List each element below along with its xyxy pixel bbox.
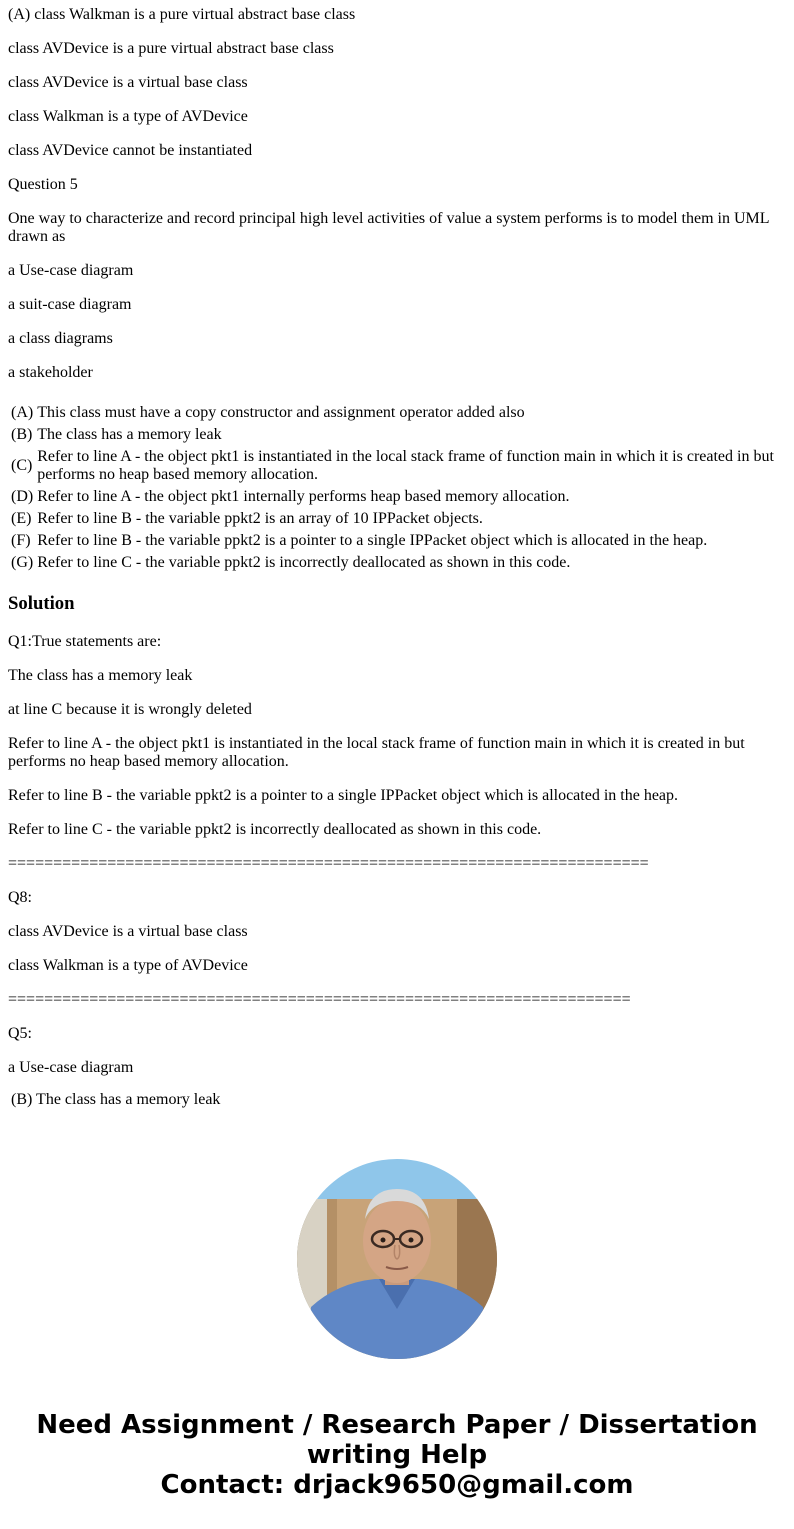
q8-option-c: class AVDevice is a virtual base class [8, 74, 248, 91]
q1-option-row [10, 531, 784, 551]
q1-option-label: (F) [11, 532, 31, 549]
q1-answer-5: Refer to line C - the variable ppkt2 is incorrectly deallocated as shown in this code. [8, 821, 542, 838]
q1-option-text: This class must have a copy constructor and assignment operator added also [37, 404, 525, 421]
q1-option-row [10, 509, 784, 529]
q5-answer-header: Q5: [8, 1025, 32, 1042]
q8-option-d: class Walkman is a type of AVDevice [8, 108, 248, 125]
q1-answer-2: at line C because it is wrongly deleted [8, 701, 252, 718]
q1-option-label: (D) [11, 488, 34, 505]
separator-line: ===================================================================== [8, 991, 631, 1008]
trailing-answer: (B) The class has a memory leak [11, 1091, 221, 1108]
author-portrait-image [297, 1159, 497, 1359]
q1-option-row [10, 487, 784, 507]
q5-option-1: a Use-case diagram [8, 262, 134, 279]
q8-answer-2: class Walkman is a type of AVDevice [8, 957, 248, 974]
q1-answer-3: Refer to line A - the object pkt1 is instantiated in the local stack frame of function main in which it is created in but performs no heap based memory allocation. [8, 735, 745, 770]
q1-answer-1: The class has a memory leak [8, 667, 193, 684]
q1-option-text: Refer to line B - the variable ppkt2 is an array of 10 IPPacket objects. [37, 510, 483, 527]
q1-option-text: Refer to line A - the object pkt1 is instantiated in the local stack frame of function main in which it is created in but performs no heap based memory allocation. [37, 448, 774, 483]
q1-option-row [10, 425, 784, 445]
separator-line: ======================================================================= [8, 855, 649, 872]
q8-option-a: (A) class Walkman is a pure virtual abstract base class [8, 6, 356, 23]
q5-answer: a Use-case diagram [8, 1059, 134, 1076]
footer-line-1: Need Assignment / Research Paper / Dissertation [36, 1410, 758, 1440]
q1-option-text: Refer to line B - the variable ppkt2 is a pointer to a single IPPacket object which is allocated in the heap. [37, 532, 708, 549]
author-photo [297, 1159, 497, 1359]
q1-option-label: (G) [11, 554, 34, 571]
q1-option-row [10, 447, 784, 485]
q1-option-text: Refer to line C - the variable ppkt2 is incorrectly deallocated as shown in this code. [37, 554, 571, 571]
document-body [0, 6, 794, 1109]
question-5-title: Question 5 [8, 176, 78, 193]
q1-option-row [10, 553, 784, 573]
q8-option-b: class AVDevice is a pure virtual abstract base class [8, 40, 334, 57]
q5-option-4: a stakeholder [8, 364, 93, 381]
q1-answer-4: Refer to line B - the variable ppkt2 is a pointer to a single IPPacket object which is allocated in the heap. [8, 787, 679, 804]
q1-option-label: (B) [11, 426, 33, 443]
q8-answer-header: Q8: [8, 889, 32, 906]
q1-option-text: Refer to line A - the object pkt1 internally performs heap based memory allocation. [37, 488, 570, 505]
q1-options-table [8, 401, 786, 575]
q5-option-2: a suit-case diagram [8, 296, 132, 313]
q1-option-label: (C) [11, 457, 33, 474]
q1-answer-header: Q1:True statements are: [8, 633, 162, 650]
q1-option-label: (E) [11, 510, 32, 527]
solution-heading: Solution [8, 593, 75, 614]
footer-banner [0, 1410, 794, 1500]
footer-contact: Contact: drjack9650@gmail.com [160, 1470, 634, 1500]
footer-line-2: writing Help [306, 1440, 488, 1470]
q1-option-row [10, 403, 784, 423]
q8-answer-1: class AVDevice is a virtual base class [8, 923, 248, 940]
q8-option-e: class AVDevice cannot be instantiated [8, 142, 253, 159]
q1-option-text: The class has a memory leak [37, 426, 222, 443]
q5-option-3: a class diagrams [8, 330, 113, 347]
question-5-text: One way to characterize and record principal high level activities of value a system performs is to model them in UML drawn as [8, 210, 769, 245]
q1-option-label: (A) [11, 404, 34, 421]
